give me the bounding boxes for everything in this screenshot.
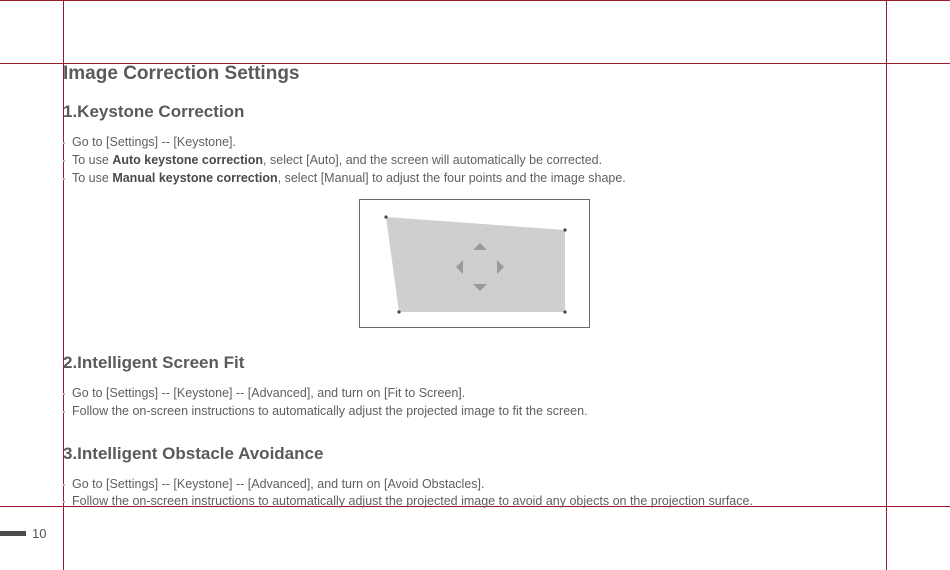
page-number-bar [0, 531, 26, 536]
list-item: Follow the on-screen instructions to automatically adjust the projected image to avoid any objects on the projection surface. [63, 494, 753, 508]
guide-line [886, 0, 887, 570]
list-item: To use Manual keystone correction, select [Manual] to adjust the four points and the image shape. [63, 171, 626, 185]
list-item: To use Auto keystone correction, select [Auto], and the screen will automatically be corrected. [63, 153, 602, 167]
list-item: Go to [Settings] -- [Keystone]. [63, 135, 236, 149]
corner-point [397, 310, 400, 313]
keystone-shape [386, 217, 565, 312]
corner-point [563, 310, 566, 313]
list-item: Go to [Settings] -- [Keystone] -- [Advanced], and turn on [Fit to Screen]. [63, 386, 465, 400]
list-item: Follow the on-screen instructions to automatically adjust the projected image to fit the screen. [63, 404, 588, 418]
corner-point [384, 215, 387, 218]
keystone-diagram [359, 199, 590, 328]
corner-point [563, 228, 566, 231]
section-heading-keystone: 1.Keystone Correction [63, 102, 245, 121]
section-heading-obstacle-avoidance: 3.Intelligent Obstacle Avoidance [63, 444, 324, 463]
list-item: Go to [Settings] -- [Keystone] -- [Advanced], and turn on [Avoid Obstacles]. [63, 477, 484, 491]
page-title: Image Correction Settings [63, 63, 300, 84]
page-number: 10 [32, 526, 47, 541]
section-heading-screen-fit: 2.Intelligent Screen Fit [63, 353, 245, 372]
guide-line [0, 0, 950, 1]
